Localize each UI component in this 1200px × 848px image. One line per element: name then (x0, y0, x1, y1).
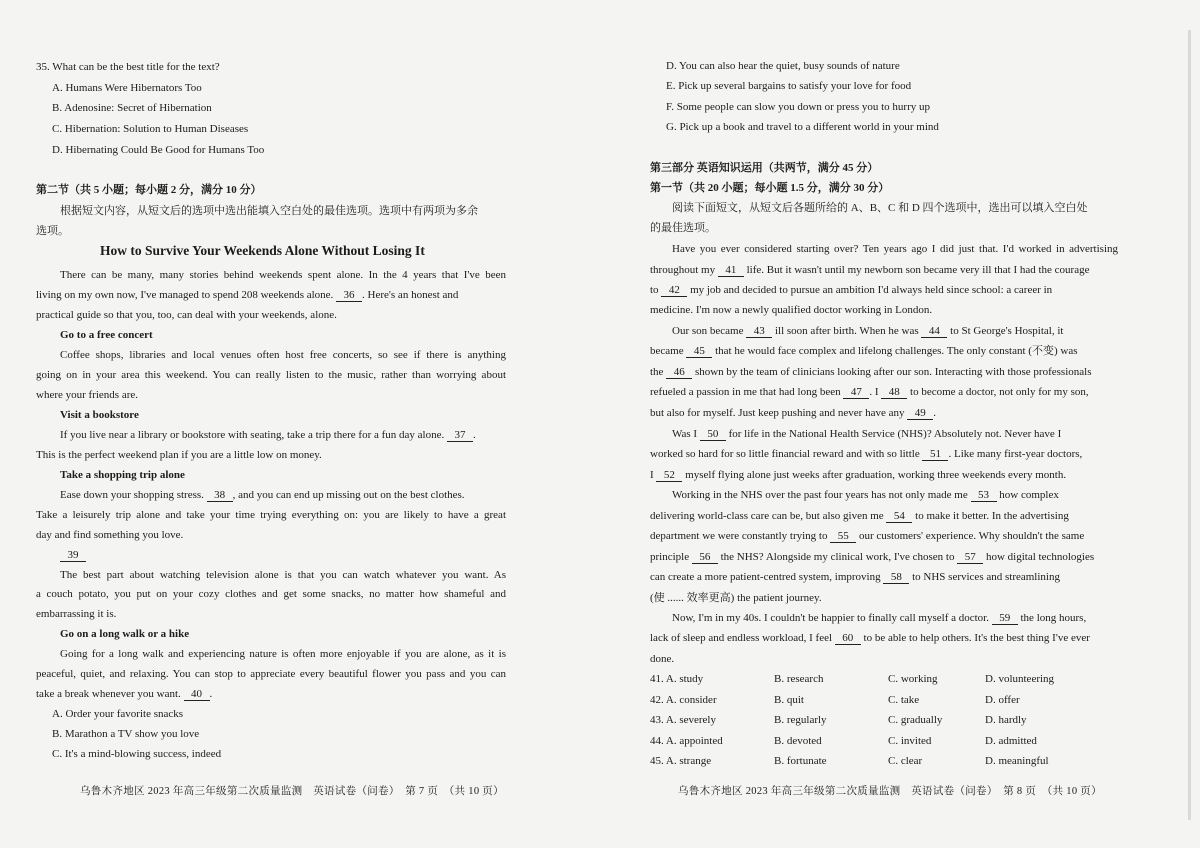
choice-42-c[interactable]: C. take (888, 694, 920, 706)
q35-option-b: B. Adenosine: Secret of Hibernation (52, 102, 212, 114)
blank-49[interactable]: 49 (907, 408, 933, 420)
p3-line1: If you live near a library or bookstore with seating, take a trip there for a fun day alone. 37 . (60, 429, 476, 441)
q35-stem: 35. What can be the best title for the text? (36, 61, 220, 73)
option-f: F. Some people can slow you down or press you to hurry up (666, 101, 931, 113)
q35-option-c: C. Hibernation: Solution to Human Diseases (52, 123, 249, 135)
option-a: A. Order your favorite snacks (52, 708, 184, 720)
blank-39[interactable]: 39 (60, 550, 86, 562)
cloze-line5: Our son became 43 ill soon after birth. When he was 44 to St George's Hospital, it (672, 325, 1064, 337)
cloze-line1: Have you ever considered starting over? Ten years ago I did just that. I'd worked in advertising (672, 243, 1118, 255)
cloze-line18: (使 ...... 效率更高) the patient journey. (650, 592, 822, 604)
heading-free-concert: Go to a free concert (60, 329, 153, 341)
choice-44-c[interactable]: C. invited (888, 735, 932, 747)
option-e: E. Pick up several bargains to satisfy your love for food (666, 80, 912, 92)
p5-line3: embarrassing it is. (36, 608, 117, 620)
choice-42-b[interactable]: B. quit (774, 694, 804, 706)
choice-41-a[interactable]: 41. A. study (650, 673, 704, 685)
p1-line3: practical guide so that you, too, can deal with your weekends, alone. (36, 309, 337, 321)
heading-shopping: Take a shopping trip alone (60, 469, 185, 481)
heading-long-walk: Go on a long walk or a hike (60, 628, 190, 640)
blank-54[interactable]: 54 (886, 511, 912, 523)
p6-line2: peaceful, quiet, and relaxing. You can stop to appreciate every beautiful flower you pass and you can (36, 668, 506, 680)
blank-45[interactable]: 45 (686, 346, 712, 358)
blank-52[interactable]: 52 (656, 470, 682, 482)
choice-44-d[interactable]: D. admitted (985, 735, 1037, 747)
cloze-line10: Was I 50 for life in the National Health Service (NHS)? Absolutely not. Never have I (672, 428, 1062, 440)
cloze-line21: done. (650, 653, 675, 665)
page-edge-shadow (1188, 30, 1191, 820)
blank-46[interactable]: 46 (666, 367, 692, 379)
choice-44-a[interactable]: 44. A. appointed (650, 735, 723, 747)
blank-50[interactable]: 50 (700, 429, 726, 441)
choice-45-d[interactable]: D. meaningful (985, 755, 1049, 767)
choice-41-d[interactable]: D. volunteering (985, 673, 1055, 685)
right-page (600, 0, 1200, 848)
choice-43-b[interactable]: B. regularly (774, 714, 827, 726)
q35-option-a: A. Humans Were Hibernators Too (52, 82, 202, 94)
cloze-line9: but also for myself. Just keep pushing and never have any 49 . (650, 407, 936, 419)
option-b: B. Marathon a TV show you love (52, 728, 200, 740)
blank-51[interactable]: 51 (922, 449, 948, 461)
p2-line2: going on in your area this weekend. You can really listen to the music, rather than worrying about (36, 369, 506, 381)
option-c: C. It's a mind-blowing success, indeed (52, 748, 222, 760)
cloze-line8: refueled a passion in me that had long been 47 . I 48 to become a doctor, not only for my son, (650, 386, 1089, 398)
cloze-line7: the 46 shown by the team of clinicians looking after our son. Interacting with those professionals (650, 366, 1092, 378)
p1-line1: There can be many, many stories behind weekends spent alone. In the 4 years that I've been (60, 269, 506, 281)
blank-55[interactable]: 55 (830, 531, 856, 543)
blank-43[interactable]: 43 (746, 326, 772, 338)
left-footer: 乌鲁木齐地区 2023 年高三年级第二次质量监测 英语试卷（问卷） 第 7 页 （共 10 页） (80, 786, 504, 797)
choice-43-a[interactable]: 43. A. severely (650, 714, 716, 726)
q35-option-d: D. Hibernating Could Be Good for Humans Too (52, 144, 265, 156)
p3-line2: This is the perfect weekend plan if you are a little low on money. (36, 449, 322, 461)
blank-58[interactable]: 58 (883, 572, 909, 584)
p2-line3: where your friends are. (36, 389, 139, 401)
choice-44-b[interactable]: B. devoted (774, 735, 822, 747)
section2-instruction-line2: 选项。 (36, 225, 69, 237)
blank-60[interactable]: 60 (835, 633, 861, 645)
choice-42-d[interactable]: D. offer (985, 694, 1020, 706)
p2-line1: Coffee shops, libraries and local venues often host free concerts, so see if there is anything (60, 349, 506, 361)
cloze-line15: department we were constantly trying to 55 our customers' experience. Why shouldn't the same (650, 530, 1085, 542)
cloze-line20: lack of sleep and endless workload, I feel 60 to be able to help others. It's the best thing I've ever (650, 632, 1090, 644)
blank-39-line (60, 549, 86, 562)
choice-45-c[interactable]: C. clear (888, 755, 923, 767)
p5-line2: a couch potato, you put on your cozy clothes and get some snacks, no matter how shameful and (36, 588, 506, 600)
cloze-line2: throughout my 41 life. But it wasn't until my newborn son became very ill that I had the courage (650, 264, 1090, 276)
cloze-line16: principle 56 the NHS? Alongside my clinical work, I've chosen to 57 how digital technologies (650, 551, 1095, 563)
section2-heading: 第二节（共 5 小题；每小题 2 分，满分 10 分） (36, 184, 262, 196)
choice-42-a[interactable]: 42. A. consider (650, 694, 717, 706)
p4-line3: day and find something you love. (36, 529, 184, 541)
p5-line1: The best part about watching television alone is that you can watch whatever you want. As (60, 569, 506, 581)
choice-43-d[interactable]: D. hardly (985, 714, 1027, 726)
blank-44[interactable]: 44 (921, 326, 947, 338)
choice-43-c[interactable]: C. gradually (888, 714, 943, 726)
blank-59[interactable]: 59 (992, 613, 1018, 625)
option-g: G. Pick up a book and travel to a different world in your mind (666, 121, 939, 133)
blank-53[interactable]: 53 (971, 490, 997, 502)
cloze-line3: to 42 my job and decided to pursue an ambition I'd always held since school: a career in (650, 284, 1053, 296)
cloze-line6: became 45 that he would face complex and lifelong challenges. The only constant (不变) was (650, 345, 1078, 357)
choice-41-c[interactable]: C. working (888, 673, 938, 685)
p6-line3: take a break whenever you want. 40 . (36, 688, 213, 700)
cloze-line11: worked so hard for so little financial reward and with so little 51 . Like many first-year doctors, (650, 448, 1083, 460)
heading-bookstore: Visit a bookstore (60, 409, 139, 421)
cloze-line17: can create a more patient-centred system, improving 58 to NHS services and streamlining (650, 571, 1060, 583)
option-d: D. You can also hear the quiet, busy sounds of nature (666, 60, 900, 72)
blank-38[interactable]: 38 (207, 490, 233, 502)
blank-47[interactable]: 47 (843, 387, 869, 399)
blank-42[interactable]: 42 (661, 285, 687, 297)
cloze-line4: medicine. I'm now a newly qualified doctor working in London. (650, 304, 933, 316)
blank-36[interactable]: 36 (336, 290, 362, 302)
blank-41[interactable]: 41 (718, 265, 744, 277)
blank-40[interactable]: 40 (184, 689, 210, 701)
p4-line2: Take a leisurely trip alone and take your time trying everything on: you are likely to have a great (36, 509, 506, 521)
part3-heading: 第三部分 英语知识运用（共两节，满分 45 分） (650, 162, 879, 174)
blank-37[interactable]: 37 (447, 430, 473, 442)
right-footer: 乌鲁木齐地区 2023 年高三年级第二次质量监测 英语试卷（问卷） 第 8 页 （共 10 页） (678, 786, 1102, 797)
blank-57[interactable]: 57 (957, 552, 983, 564)
p1-line2: living on my own now, I've managed to spend 208 weekends alone. 36 . Here's an honest and (36, 289, 459, 301)
choice-45-a[interactable]: 45. A. strange (650, 755, 712, 767)
passage-title: How to Survive Your Weekends Alone Without Losing It (100, 243, 425, 258)
blank-56[interactable]: 56 (692, 552, 718, 564)
part3-instruction-line1: 阅读下面短文，从短文后各题所给的 A、B、C 和 D 四个选项中，选出可以填入空白处 (672, 202, 1088, 214)
choice-45-b[interactable]: B. fortunate (774, 755, 827, 767)
part3-instruction-line2: 的最佳选项。 (650, 222, 716, 234)
p6-line1: Going for a long walk and experiencing nature is often more enjoyable if you are alone, as it is (60, 648, 506, 660)
cloze-line12: I 52 myself flying alone just weeks after graduation, working three weekends every month. (650, 469, 1067, 481)
cloze-line19: Now, I'm in my 40s. I couldn't be happier to finally call myself a doctor. 59 the long hours, (672, 612, 1087, 624)
cloze-line13: Working in the NHS over the past four years has not only made me 53 how complex (672, 489, 1059, 501)
p4-line1: Ease down your shopping stress. 38 , and you can end up missing out on the best clothes. (60, 489, 465, 501)
cloze-line14: delivering world-class care can be, but also given me 54 to make it better. In the advertising (650, 510, 1069, 522)
blank-48[interactable]: 48 (881, 387, 907, 399)
choice-41-b[interactable]: B. research (774, 673, 824, 685)
section1-heading: 第一节（共 20 小题；每小题 1.5 分，满分 30 分） (650, 182, 890, 194)
section2-instruction-line1: 根据短文内容，从短文后的选项中选出能填入空白处的最佳选项。选项中有两项为多余 (60, 205, 478, 217)
